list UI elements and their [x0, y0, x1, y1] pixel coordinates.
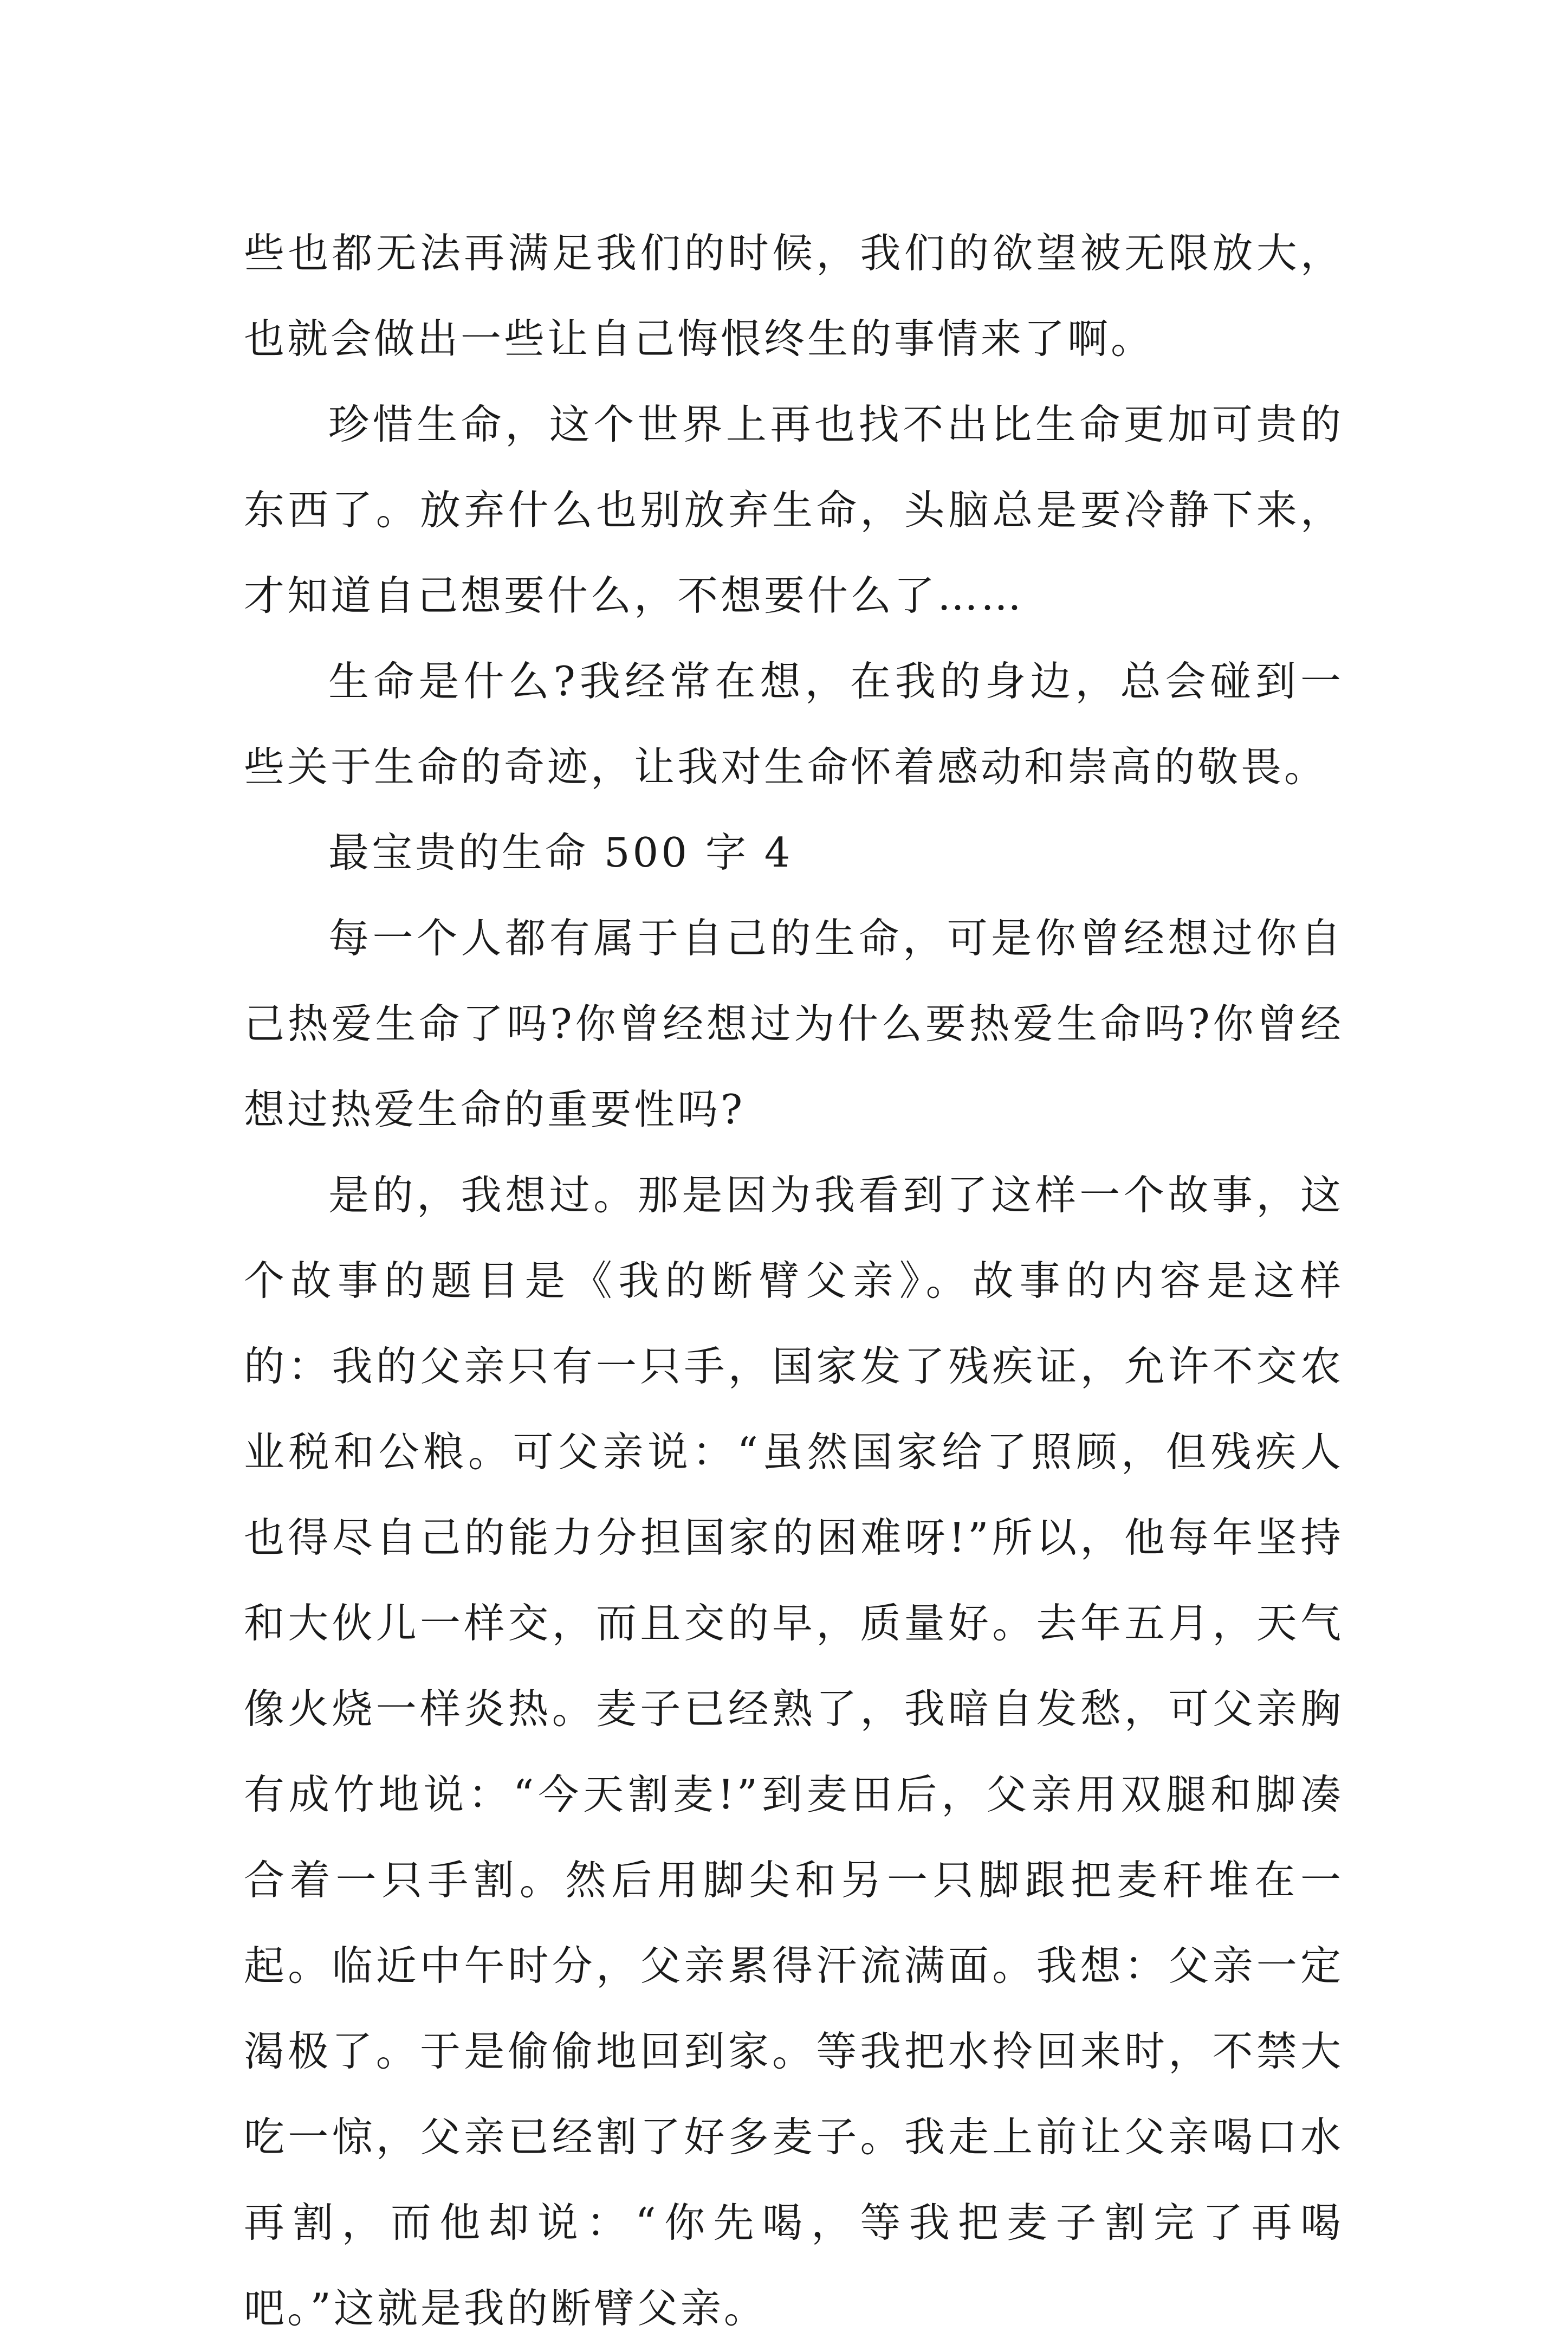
- paragraph-love-life: 每一个人都有属于自己的生命，可是你曾经想过你自己热爱生命了吗?你曾经想过为什么要热爱生命吗?你曾经想过热爱生命的重要性吗?: [244, 914, 1344, 1133]
- document-body: [244, 210, 1344, 2351]
- paragraph-continuation: 些也都无法再满足我们的时候，我们的欲望被无限放大，也就会做出一些让自己悔恨终生的事情来了啊。: [244, 229, 1344, 363]
- section-heading: 最宝贵的生命 500 字 4: [328, 829, 793, 876]
- paragraph-father-story: 是的，我想过。那是因为我看到了这样一个故事，这个故事的题目是《我的断臂父亲》。故事的内容是这样的：我的父亲只有一只手，国家发了残疾证，允许不交农业税和公粮。可父亲说：“虽然国家给了照顾，但残疾人也得尽自己的能力分担国家的困难呀!”所以，他每年坚持和大伙儿一样交，而且交的早，质量好。去年五月，天气像火烧一样炎热。麦子已经熟了，我暗自发愁，可父亲胸有成竹地说：“今天割麦!”到麦田后，父亲用双腿和脚凑合着一只手割。然后用脚尖和另一只脚跟把麦秆堆在一起。临近中午时分，父亲累得汗流满面。我想：父亲一定渴极了。于是偷偷地回到家。等我把水拎回来时，不禁大吃一惊，父亲已经割了好多麦子。我走上前让父亲喝口水再割，而他却说：“你先喝，等我把麦子割完了再喝吧。”这就是我的断臂父亲。: [244, 1171, 1344, 2332]
- paragraph-what-is-life: 生命是什么?我经常在想，在我的身边，总会碰到一些关于生命的奇迹，让我对生命怀着感动和崇高的敬畏。: [244, 657, 1344, 791]
- paragraph-cherish-life: 珍惜生命，这个世界上再也找不出比生命更加可贵的东西了。放弃什么也别放弃生命，头脑总是要冷静下来，才知道自己想要什么，不想要什么了……: [244, 401, 1344, 619]
